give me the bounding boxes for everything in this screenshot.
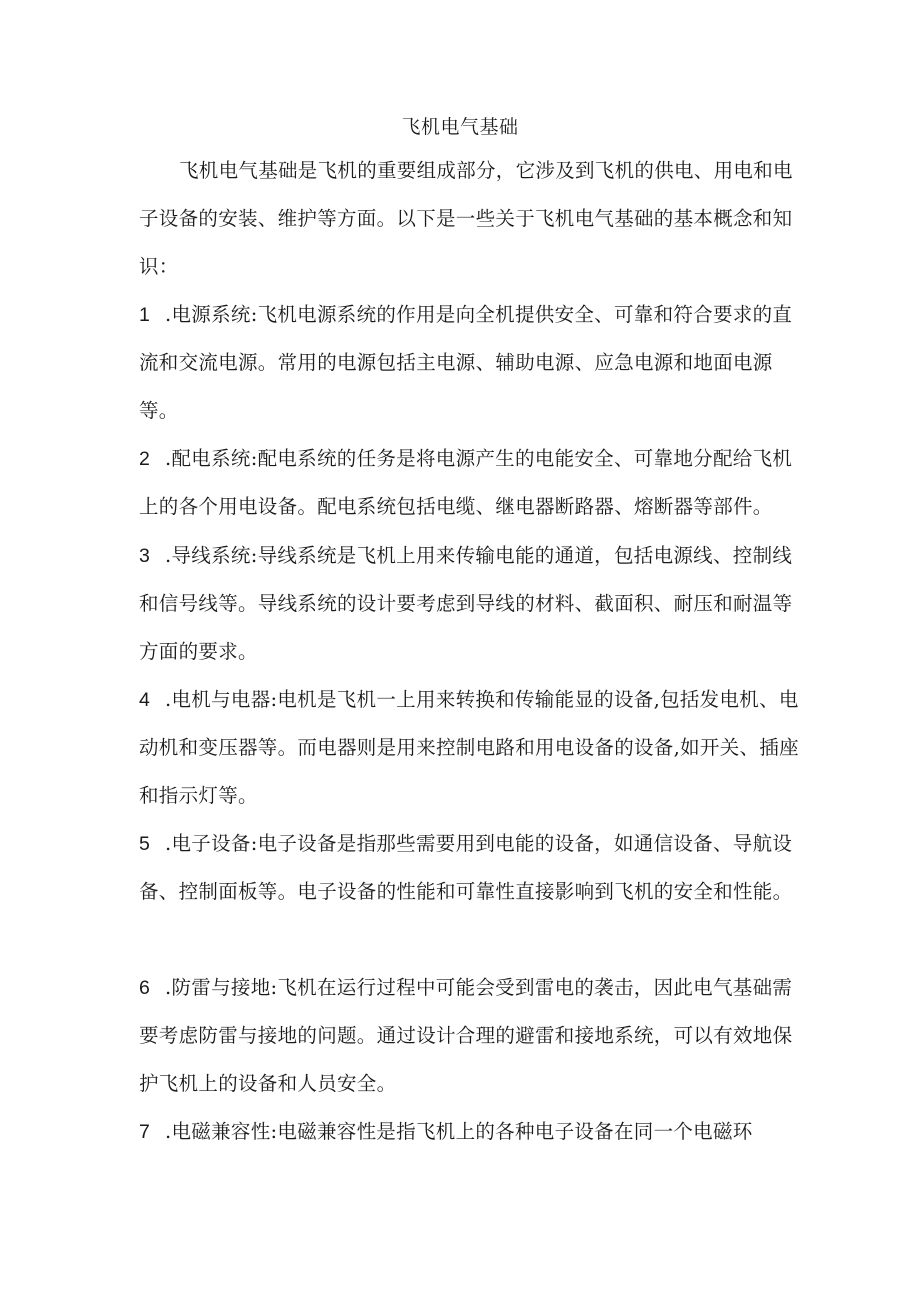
list-item-number: 3 [139,545,151,567]
list-item-text: .防雷与接地:飞机在运行过程中可能会受到雷电的袭击，因此电气基础需要考虑防雷与接地的问题。通过设计合理的避雷和接地系统，可以有效地保护飞机上的设备和人员安全。 [139,976,793,1095]
list-item-text: .导线系统:导线系统是飞机上用来传输电能的通道，包括电源线、控制线和信号线等。导线系统的设计要考虑到导线的材料、截面积、耐压和耐温等方面的要求。 [139,544,793,663]
list-item-4 [139,676,799,820]
list-item-number: 5 [139,833,151,855]
list-item-number: 2 [139,448,151,470]
document-title: 飞机电气基础 [401,116,519,138]
list-item-5 [139,820,799,916]
list-item-2 [139,435,799,531]
list-item-3 [139,532,799,676]
list-item-number: 7 [139,1121,151,1143]
list-item-text: .电源系统:飞机电源系统的作用是向全机提供安全、可靠和符合要求的直流和交流电源。常用的电源包括主电源、辅助电源、应急电源和地面电源等。 [139,303,793,422]
list-item-text: .电机与电器:电机是飞机一上用来转换和传输能显的设备,包括发电机、电动机和变压器等。而电器则是用来控制电路和用电设备的设备,如开关、插座和指示灯等。 [139,688,799,807]
list-item-text: .配电系统:配电系统的任务是将电源产生的电能安全、可靠地分配给飞机上的各个用电设备。配电系统包括电缆、继电器断路器、熔断器等部件。 [139,447,793,518]
list-item-text: .电子设备:电子设备是指那些需要用到电能的设备，如通信设备、导航设备、控制面板等。电子设备的性能和可靠性直接影响到飞机的安全和性能。 [139,832,793,903]
intro-paragraph: 飞机电气基础是飞机的重要组成部分，它涉及到飞机的供电、用电和电子设备的安装、维护等方面。以下是一些关于飞机电气基础的基本概念和知识： [139,159,793,278]
list-item-text: .电磁兼容性:电磁兼容性是指飞机上的各种电子设备在同一个电磁环 [165,1120,753,1143]
list-item-number: 6 [139,977,151,999]
list-item-6 [139,964,799,1108]
list-item-number: 1 [139,304,151,326]
list-item-1 [139,291,799,435]
list-item-number: 4 [139,689,151,711]
list-item-7 [139,1108,799,1156]
